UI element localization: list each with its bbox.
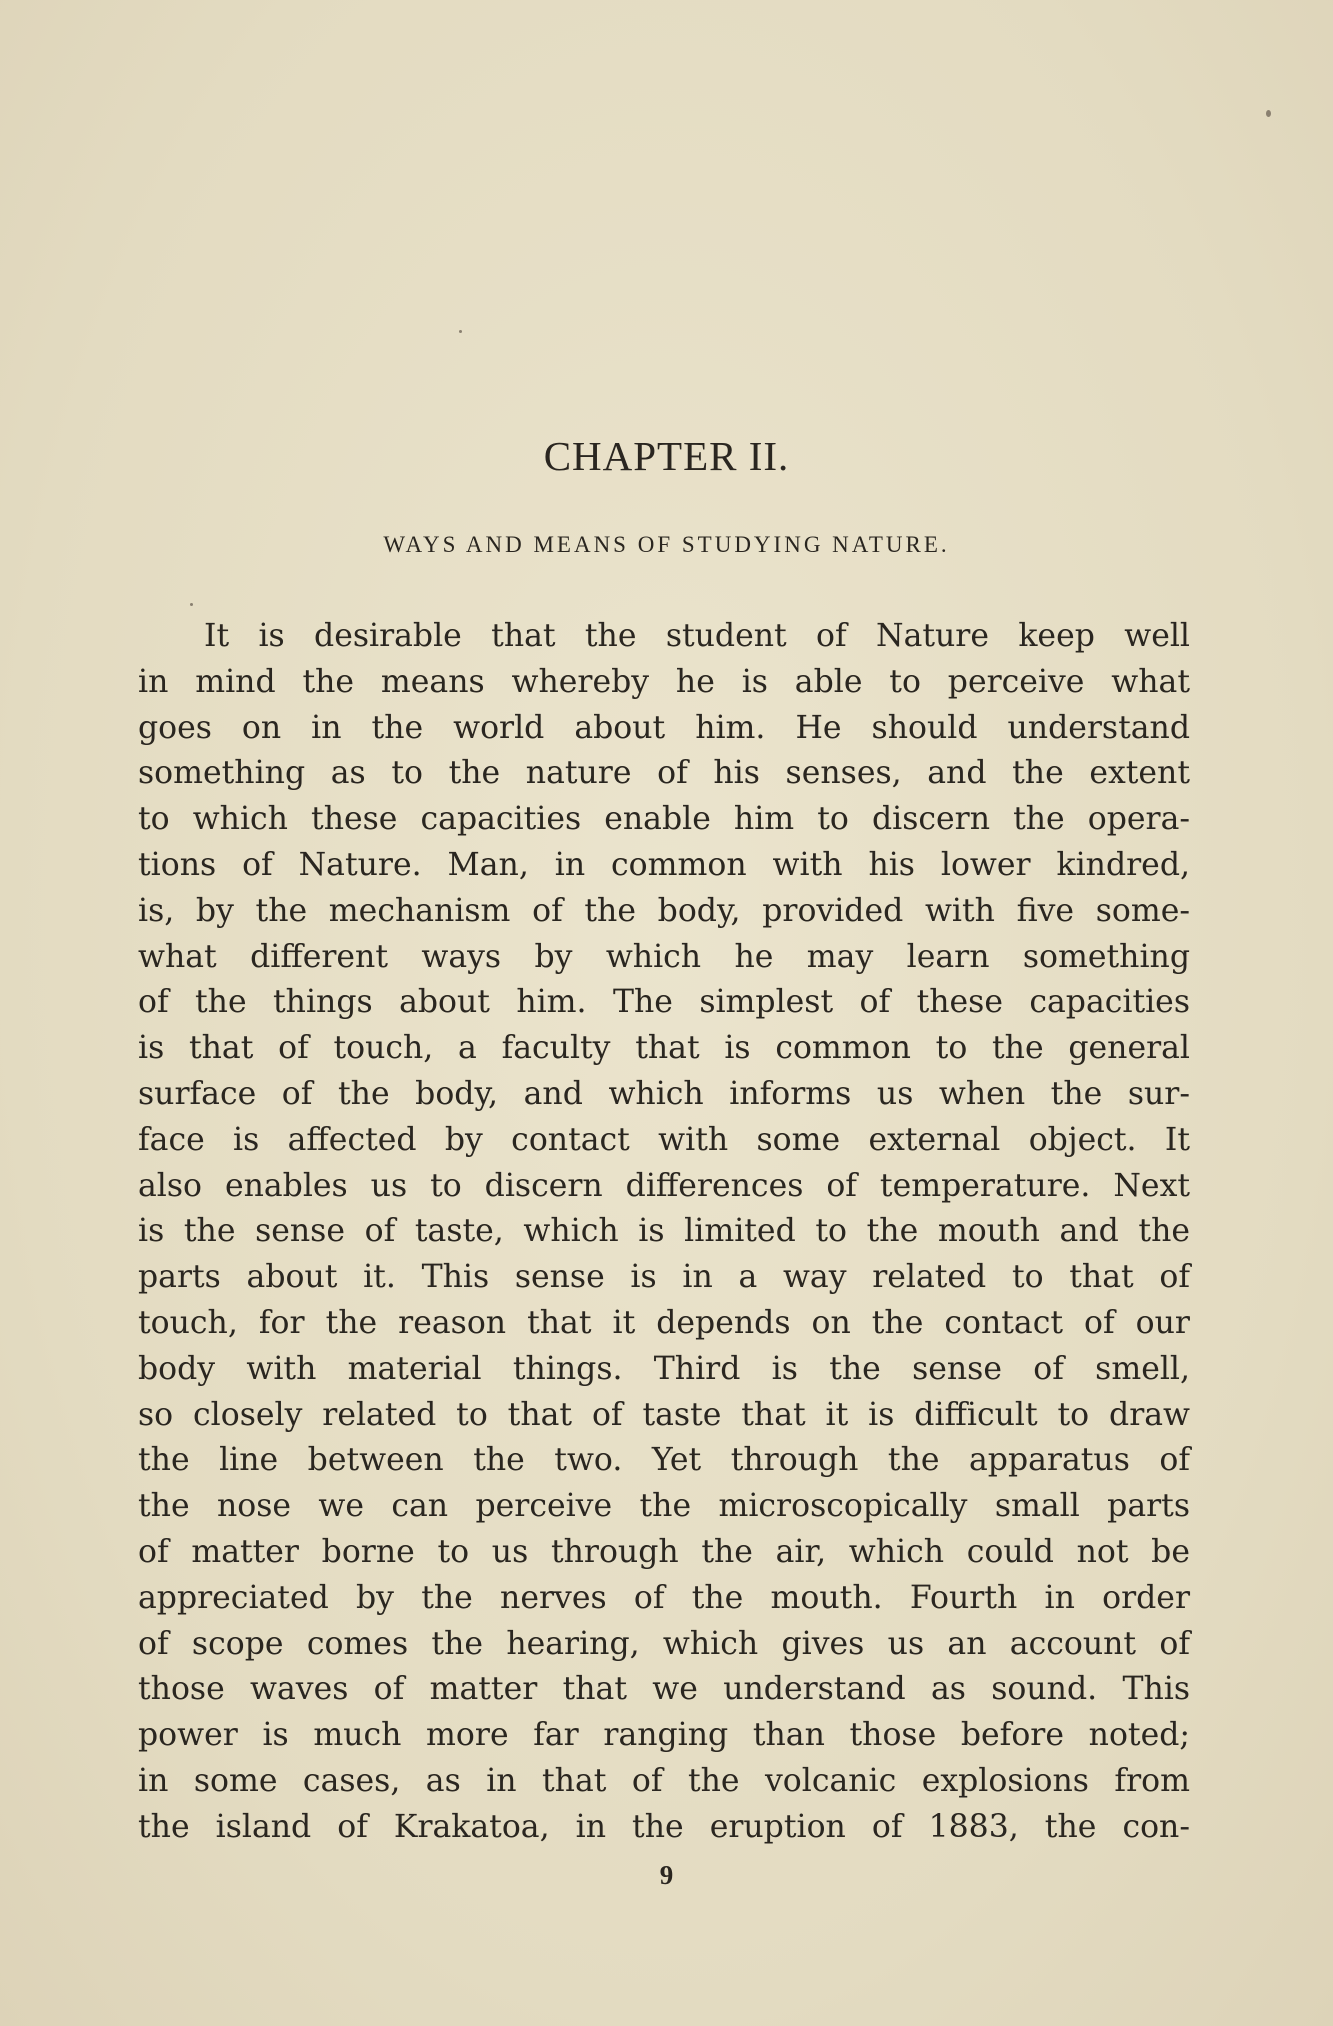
text-line: to which these capacities enable him to discern the opera- — [138, 801, 1190, 838]
text-line: appreciated by the nerves of the mouth. Fourth in order — [138, 1579, 1190, 1616]
paper-speck — [459, 330, 462, 333]
text-line: goes on in the world about him. He should understand — [138, 709, 1190, 746]
text-line: is the sense of taste, which is limited to the mouth and the — [138, 1213, 1190, 1250]
text-line: body with material things. Third is the sense of smell, — [138, 1350, 1190, 1387]
text-line: tions of Nature. Man, in common with his lower kindred, — [138, 846, 1190, 883]
paper-speck — [1266, 110, 1271, 117]
chapter-subtitle: WAYS AND MEANS OF STUDYING NATURE. — [383, 532, 950, 557]
text-line: in some cases, as in that of the volcanic explosions from — [138, 1762, 1190, 1799]
body-paragraph — [138, 614, 1190, 1851]
text-line: the nose we can perceive the microscopically small parts — [138, 1488, 1190, 1525]
text-line: something as to the nature of his senses, and the extent — [138, 755, 1190, 792]
text-line: of matter borne to us through the air, which could not be — [138, 1533, 1190, 1570]
text-line: the island of Krakatoa, in the eruption of 1883, the con- — [138, 1808, 1190, 1845]
paper-speck — [190, 603, 193, 606]
text-line: surface of the body, and which informs us when the sur- — [138, 1075, 1190, 1112]
text-line: is that of touch, a faculty that is common to the general — [138, 1030, 1190, 1067]
text-line: is, by the mechanism of the body, provided with five some- — [138, 892, 1190, 929]
text-line: also enables us to discern differences of temperature. Next — [138, 1167, 1190, 1204]
text-line: so closely related to that of taste that it is difficult to draw — [138, 1396, 1190, 1433]
text-line: It is desirable that the student of Nature keep well — [204, 618, 1190, 654]
chapter-title: CHAPTER II. — [543, 433, 790, 479]
text-line: those waves of matter that we understand as sound. This — [138, 1671, 1190, 1708]
text-line: the line between the two. Yet through the apparatus of — [138, 1442, 1190, 1479]
page-number: 9 — [659, 1860, 674, 1890]
text-line: face is affected by contact with some external object. It — [138, 1121, 1190, 1158]
text-line: power is much more far ranging than those before noted; — [138, 1717, 1190, 1754]
text-line: in mind the means whereby he is able to perceive what — [138, 663, 1190, 700]
text-line: what different ways by which he may learn something — [138, 938, 1190, 975]
text-line: of scope comes the hearing, which gives us an account of — [138, 1625, 1190, 1662]
text-line: parts about it. This sense is in a way related to that of — [138, 1259, 1190, 1296]
text-line: touch, for the reason that it depends on the contact of our — [138, 1304, 1190, 1341]
text-line: of the things about him. The simplest of these capacities — [138, 984, 1190, 1021]
